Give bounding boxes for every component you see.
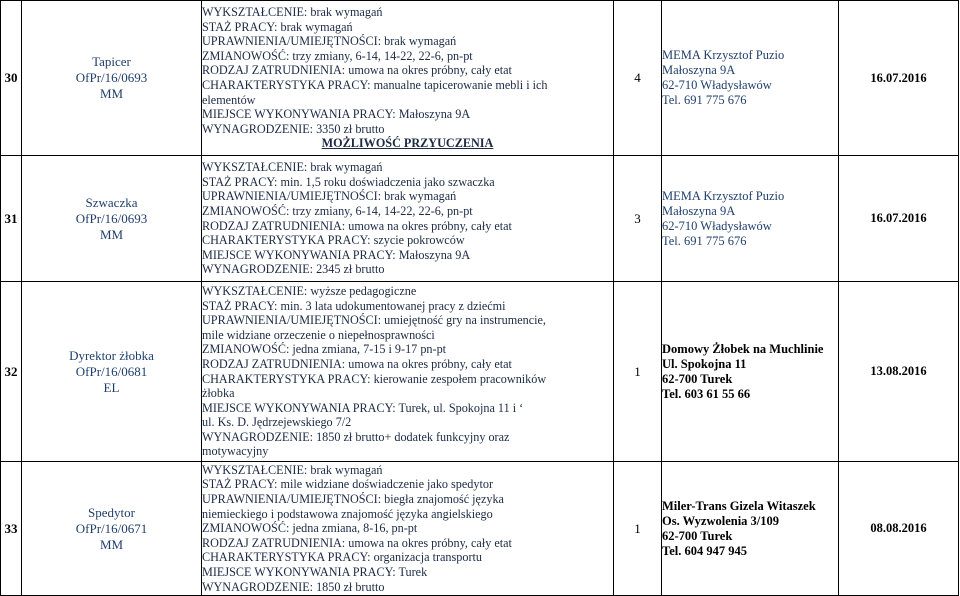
employer-cell	[662, 1, 839, 156]
row-number: 31	[1, 156, 22, 282]
position-title: Dyrektor żłobka	[69, 347, 154, 363]
offer-code: OfPr/16/0693	[75, 210, 148, 226]
row-number: 30	[1, 1, 22, 156]
detail-line: UPRAWNIENIA/UMIEJĘTNOŚCI: brak wymagań	[202, 189, 457, 204]
employer-street: Małoszyna 9A	[662, 63, 736, 77]
detail-line: STAŻ PRACY: min. 3 lata udokumentowanej pracy z dziećmi	[202, 298, 506, 313]
detail-line: UPRAWNIENIA/UMIEJĘTNOŚCI: umiejętność gry na instrumencie,	[202, 313, 546, 328]
table-row	[1, 282, 959, 462]
vacancy-count: 3	[614, 156, 662, 282]
detail-line: elementów	[202, 92, 256, 107]
detail-line: WYKSZTAŁCENIE: brak wymagań	[202, 462, 383, 477]
employer-street: Ul. Spokojna 11	[662, 356, 747, 371]
employer-name: MEMA Krzysztof Puzio	[662, 188, 785, 203]
detail-line: STAŻ PRACY: min. 1,5 roku doświadczenia jako szwaczka	[202, 174, 495, 189]
table-row	[1, 1, 959, 156]
offer-code: OfPr/16/0681	[75, 363, 148, 379]
offer-code: OfPr/16/0671	[75, 520, 148, 536]
detail-line: WYNAGRODZENIE: 2345 zł brutto	[202, 262, 385, 277]
detail-line: UPRAWNIENIA/UMIEJĘTNOŚCI: biegła znajomość języka	[202, 492, 504, 507]
detail-line: motywacyjny	[202, 444, 269, 459]
position-title: Szwaczka	[85, 194, 138, 210]
detail-line: WYKSZTAŁCENIE: brak wymagań	[202, 160, 383, 175]
consultant-code: MM	[99, 86, 124, 101]
detail-line: ZMIANOWOŚĆ: jedna zmiana, 8-16, pn-pt	[202, 521, 418, 536]
detail-line: MIEJSCE WYKONYWANIA PRACY: Turek, ul. Spokojna 11 i ‘	[202, 400, 524, 415]
detail-line: RODZAJ ZATRUDNIENIA: umowa na okres próbny, cały etat	[202, 535, 512, 550]
detail-line: CHARAKTERYSTYKA PRACY: manualne tapicerowanie mebli i ich	[202, 78, 548, 92]
employer-name: MEMA Krzysztof Puzio	[662, 48, 785, 62]
position-cell	[22, 282, 202, 462]
detail-line: WYNAGRODZENIE: 3350 zł brutto	[202, 121, 385, 136]
detail-line: MIEJSCE WYKONYWANIA PRACY: Małoszyna 9A	[202, 107, 471, 122]
offer-date: 16.07.2016	[839, 156, 959, 282]
employer-cell	[662, 462, 839, 596]
detail-line: ZMIANOWOŚĆ: trzy zmiany, 6-14, 14-22, 22-6, pn-pt	[202, 48, 473, 63]
detail-line: MIEJSCE WYKONYWANIA PRACY: Małoszyna 9A	[202, 247, 471, 262]
consultant-code: MM	[99, 226, 124, 242]
consultant-code: MM	[99, 536, 124, 552]
detail-line: CHARAKTERYSTYKA PRACY: organizacja transportu	[202, 550, 482, 565]
offer-date: 13.08.2016	[839, 282, 959, 462]
vacancy-count: 4	[614, 1, 662, 156]
detail-line: mile widziane orzeczenie o niepełnosprawności	[202, 327, 435, 342]
employer-phone: Tel. 604 947 945	[662, 543, 747, 558]
detail-line: RODZAJ ZATRUDNIENIA: umowa na okres próbny, cały etat	[202, 63, 512, 78]
requirements-cell	[202, 282, 614, 462]
table-row	[1, 156, 959, 282]
position-title: Tapicer	[92, 54, 131, 69]
detail-line: RODZAJ ZATRUDNIENIA: umowa na okres próbny, cały etat	[202, 218, 512, 233]
requirements-cell	[202, 156, 614, 282]
detail-line: WYNAGRODZENIE: 1850 zł brutto	[202, 579, 385, 594]
detail-line: MIEJSCE WYKONYWANIA PRACY: Turek	[202, 564, 428, 579]
detail-line: WYKSZTAŁCENIE: wyższe pedagogiczne	[202, 283, 417, 298]
detail-line: UPRAWNIENIA/UMIEJĘTNOŚCI: brak wymagań	[202, 34, 457, 49]
detail-line: żłobka	[202, 386, 235, 401]
detail-line: CHARAKTERYSTYKA PRACY: szycie pokrowców	[202, 233, 465, 248]
detail-line: CHARAKTERYSTYKA PRACY: kierowanie zespołem pracowników	[202, 371, 547, 386]
employer-name: Domowy Żłobek na Muchlinie	[662, 341, 824, 356]
employer-phone: Tel. 691 775 676	[662, 233, 747, 248]
detail-line: STAŻ PRACY: brak wymagań	[202, 19, 353, 34]
detail-line: RODZAJ ZATRUDNIENIA: umowa na okres próbny, cały etat	[202, 356, 512, 371]
employer-city: 62-700 Turek	[662, 528, 733, 543]
detail-line: niemieckiego i podstawowa znajomość języka angielskiego	[202, 506, 493, 521]
offer-code: OfPr/16/0693	[75, 70, 148, 85]
detail-line: WYKSZTAŁCENIE: brak wymagań	[202, 5, 383, 20]
position-cell	[22, 156, 202, 282]
position-title: Spedytor	[88, 504, 135, 520]
row-number: 33	[1, 462, 22, 596]
row-number: 32	[1, 282, 22, 462]
training-note: MOŻLIWOŚĆ PRZYUCZENIA	[321, 136, 494, 151]
table-row	[1, 462, 959, 596]
detail-line: ZMIANOWOŚĆ: trzy zmiany, 6-14, 14-22, 22-6, pn-pt	[202, 203, 473, 218]
employer-name: Miler-Trans Gizela Witaszek	[662, 498, 816, 513]
employer-city: 62-710 Władysławów	[662, 78, 772, 92]
offer-date: 16.07.2016	[839, 1, 959, 156]
requirements-cell	[202, 1, 614, 156]
vacancy-count: 1	[614, 282, 662, 462]
consultant-code: EL	[103, 379, 120, 395]
employer-cell	[662, 282, 839, 462]
employer-cell	[662, 156, 839, 282]
employer-street: Os. Wyzwolenia 3/109	[662, 513, 780, 528]
employer-phone: Tel. 691 775 676	[662, 93, 747, 107]
employer-street: Małoszyna 9A	[662, 203, 736, 218]
position-cell	[22, 1, 202, 156]
detail-line: STAŻ PRACY: mile widziane doświadczenie jako spedytor	[202, 477, 494, 492]
employer-city: 62-700 Turek	[662, 371, 733, 386]
employer-city: 62-710 Władysławów	[662, 218, 772, 233]
detail-line: ul. Ks. D. Jędrzejewskiego 7/2	[202, 415, 352, 430]
detail-line: ZMIANOWOŚĆ: jedna zmiana, 7-15 i 9-17 pn-pt	[202, 342, 447, 357]
employer-phone: Tel. 603 61 55 66	[662, 386, 751, 401]
requirements-cell	[202, 462, 614, 596]
detail-line: WYNAGRODZENIE: 1850 zł brutto+ dodatek funkcyjny oraz	[202, 429, 510, 444]
vacancy-count: 1	[614, 462, 662, 596]
offer-date: 08.08.2016	[839, 462, 959, 596]
position-cell	[22, 462, 202, 596]
